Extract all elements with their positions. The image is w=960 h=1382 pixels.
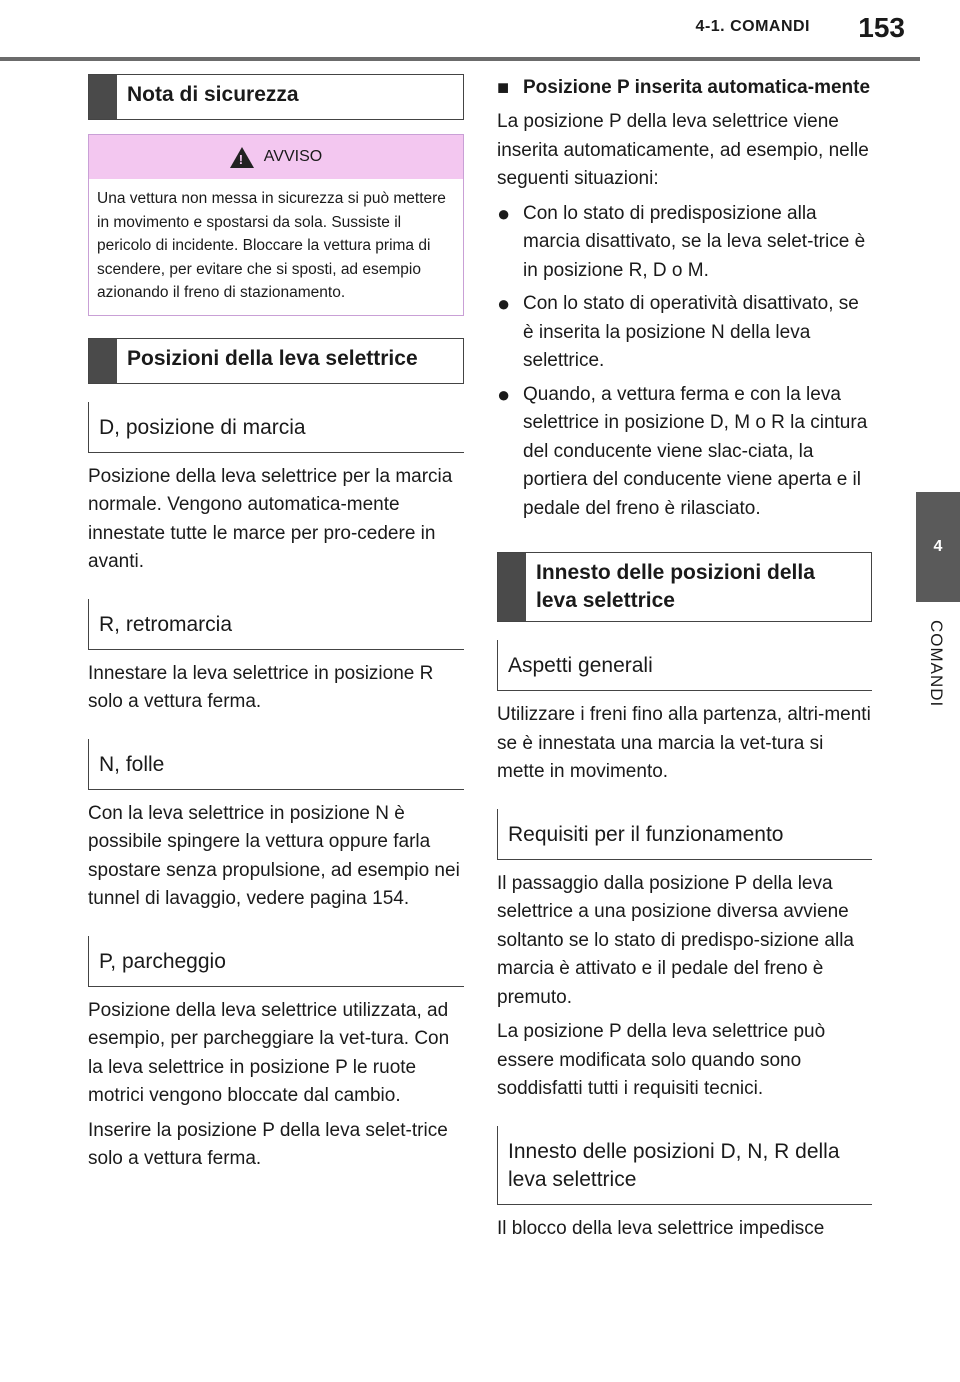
paragraph-n: Con la leva selettrice in posizione N è possibile spingere la vettura oppure farla spostare senza propulsione, ad esempio nei tunnel di lavaggio, vedere pagina 154. [88, 802, 460, 909]
header-divider [0, 57, 920, 61]
paragraph-p-2: Inserire la posizione P della leva selet-trice solo a vettura ferma. [88, 1119, 448, 1169]
list-item-text: Quando, a vettura ferma e con la leva selettrice in posizione D, M o R la cintura del conducente viene slac-ciata, la portiera del conducente viene aperta e il pedale del freno è rilasciato. [523, 383, 868, 519]
bullet-icon: ● [497, 291, 511, 316]
subheading-n: N, folle [88, 739, 464, 790]
paragraph-p-1: Posizione della leva selettrice utilizzata, ad esempio, per parcheggiare la vet-tura. Con la leva selettrice in posizione P le ruote motrici vengono bloccate dal cambio. [88, 999, 450, 1106]
section-marker [89, 75, 117, 119]
paragraph-auto-p: La posizione P della leva selettrice viene inserita automaticamente, ad esempio, nelle seguenti situazioni: [497, 111, 869, 189]
paragraph-dnr: Il blocco della leva selettrice impedisce [497, 1217, 825, 1239]
warning-box [88, 134, 464, 316]
list-item [497, 200, 872, 286]
subheading-dnr: Innesto delle posizioni D, N, R della leva selettrice [497, 1126, 872, 1205]
warning-icon: ! [230, 147, 254, 168]
paragraph-general: Utilizzare i freni fino alla partenza, altri-menti se è innestata una marcia la vet-tura si mette in movimento. [497, 704, 871, 782]
paragraph-d: Posizione della leva selettrice per la marcia normale. Vengono automatica-mente innestate tutte le marce per pro-cedere in avanti. [88, 465, 453, 572]
section-positions [88, 338, 464, 384]
paragraph-r: Innestare la leva selettrice in posizione R solo a vettura ferma. [88, 662, 434, 712]
section-title: Posizioni della leva selettrice [127, 346, 418, 370]
warning-header [89, 135, 463, 179]
page-number: 153 [858, 12, 905, 43]
section-header: 4-1. COMANDI [695, 18, 810, 35]
paragraph-requirements-1: Il passaggio dalla posizione P della leva selettrice a una posizione diversa avviene soltanto se lo stato di predispo-sizione alla marcia è attivato e il pedale del freno è premuto. [497, 872, 854, 1008]
list-item-text: Con lo stato di operatività disattivato, se è inserita la posizione N della leva selettrice. [523, 293, 859, 371]
heading-auto-p-text: Posizione P inserita automatica-mente [523, 77, 871, 98]
subheading-d: D, posizione di marcia [88, 402, 464, 453]
left-column [88, 74, 464, 1174]
section-marker [498, 553, 526, 621]
auto-p-list [497, 200, 872, 524]
section-safety [88, 74, 464, 120]
section-title: Innesto delle posizioni della leva selettrice [536, 561, 815, 612]
right-column [497, 74, 872, 1243]
subheading-requirements: Requisiti per il funzionamento [497, 809, 872, 860]
warning-title: AVVISO [263, 148, 323, 165]
section-engage [497, 552, 872, 622]
section-title: Nota di sicurezza [127, 83, 299, 106]
paragraph-requirements-2: La posizione P della leva selettrice può essere modificata solo quando sono soddisfatti tutti i requisiti tecnici. [497, 1021, 826, 1099]
list-item [497, 381, 872, 524]
square-bullet-icon: ■ [497, 77, 510, 99]
section-marker [89, 339, 117, 383]
bullet-icon: ● [497, 381, 511, 407]
bullet-icon: ● [497, 200, 511, 226]
heading-auto-p [497, 74, 872, 102]
warning-text: Una vettura non messa in sicurezza si può mettere in movimento e spostarsi da sola. Sussiste il pericolo di incidente. Bloccare la vettura prima di scendere, per evitare che si sposti, ad esempio azionando il freno di stazionamento. [97, 190, 446, 301]
list-item [497, 290, 872, 376]
subheading-general: Aspetti generali [497, 640, 872, 691]
list-item-text: Con lo stato di predisposizione alla marcia disattivato, se la leva selet-trice è in posizione R, D o M. [523, 202, 866, 281]
subheading-r: R, retromarcia [88, 599, 464, 650]
chapter-tab-number: 4 [916, 492, 960, 602]
chapter-tab-label: COMANDI [927, 620, 946, 708]
subheading-p: P, parcheggio [88, 936, 464, 987]
